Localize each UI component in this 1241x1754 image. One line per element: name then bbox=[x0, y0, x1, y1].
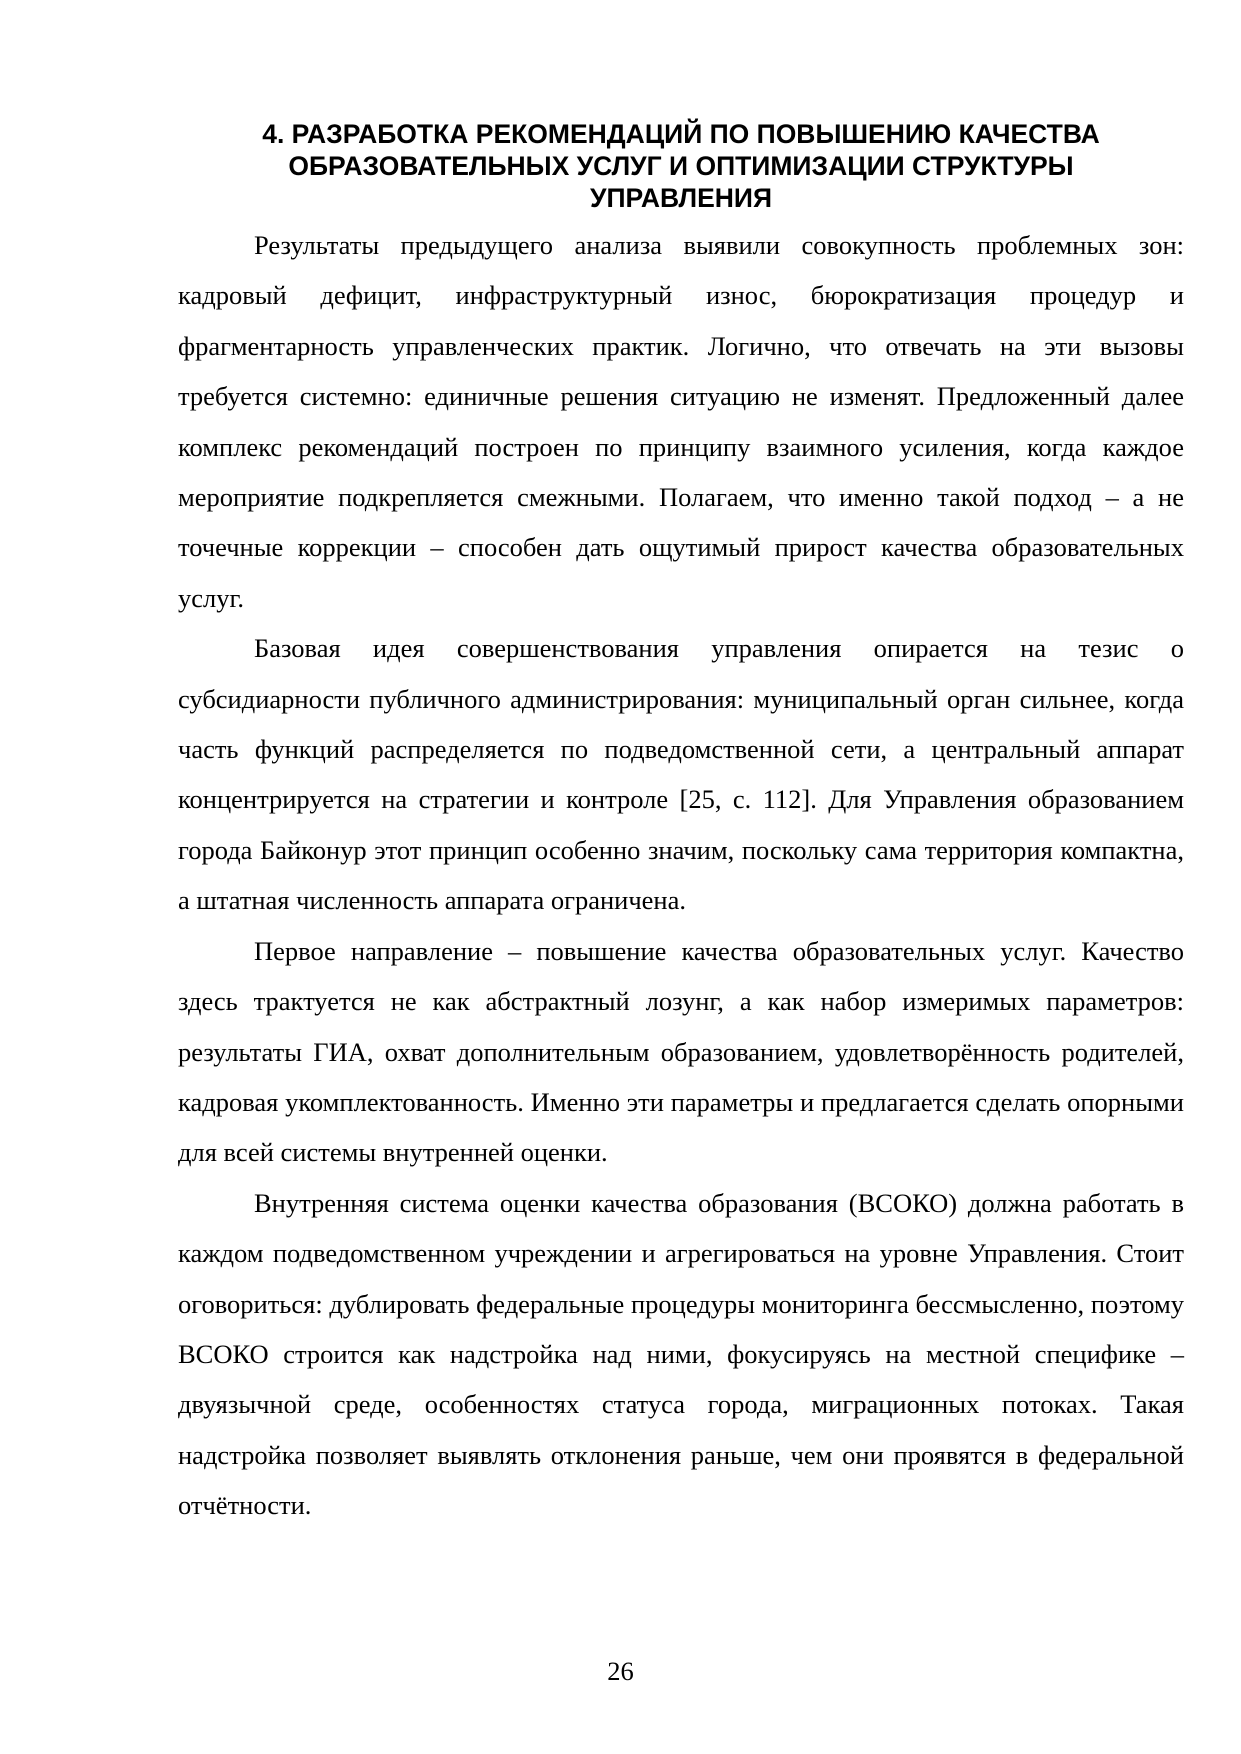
paragraph: Первое направление – повышение качества образовательных услуг. Качество здесь трактуется не как абстрактный лозунг, а как набор измеримых параметров: результаты ГИА, охват дополнительным образованием, удовлетворённость родителей, кадровая укомплектованность. Именно эти параметры и предлагается сделать опорными для всей системы внутренней оценки. bbox=[178, 935, 1184, 1168]
paragraph: Результаты предыдущего анализа выявили совокупность проблемных зон: кадровый дефицит, инфраструктурный износ, бюрократизация процедур и фрагментарность управленческих практик. Логично, что отвечать на эти вызовы требуется системно: единичные решения ситуацию не изменят. Предложенный далее комплекс рекомендаций построен по принципу взаимного усиления, когда каждое мероприятие подкрепляется смежными. Полагаем, что именно такой подход – а не точечные коррекции – способен дать ощутимый прирост качества образовательных услуг. bbox=[178, 230, 1184, 613]
body-text bbox=[178, 220, 1184, 1531]
page-number: 26 bbox=[607, 1656, 634, 1686]
heading-line: ОБРАЗОВАТЕЛЬНЫХ УСЛУГ И ОПТИМИЗАЦИИ СТРУКТУРЫ bbox=[288, 151, 1074, 181]
heading-line: УПРАВЛЕНИЯ bbox=[590, 183, 772, 213]
paragraph: Внутренняя система оценки качества образования (ВСОКО) должна работать в каждом подведомственном учреждении и агрегироваться на уровне Управления. Стоит оговориться: дублировать федеральные процедуры мониторинга бессмысленно, поэтому ВСОКО строится как надстройка над ними, фокусируясь на местной специфике – двуязычной среде, особенностях статуса города, миграционных потоках. Такая надстройка позволяет выявлять отклонения раньше, чем они проявятся в федеральной отчётности. bbox=[178, 1187, 1184, 1521]
section-heading bbox=[178, 118, 1184, 214]
heading-line: 4. РАЗРАБОТКА РЕКОМЕНДАЦИЙ ПО ПОВЫШЕНИЮ КАЧЕСТВА bbox=[262, 119, 1100, 149]
page-content bbox=[178, 118, 1184, 1531]
paragraph: Базовая идея совершенствования управления опирается на тезис о субсидиарности публичного администрирования: муниципальный орган сильнее, когда часть функций распределяется по подведомственной сети, а центральный аппарат концентрируется на стратегии и контроле [25, с. 112]. Для Управления образованием города Байконур этот принцип особенно значим, поскольку сама территория компактна, а штатная численность аппарата ограничена. bbox=[178, 633, 1184, 916]
